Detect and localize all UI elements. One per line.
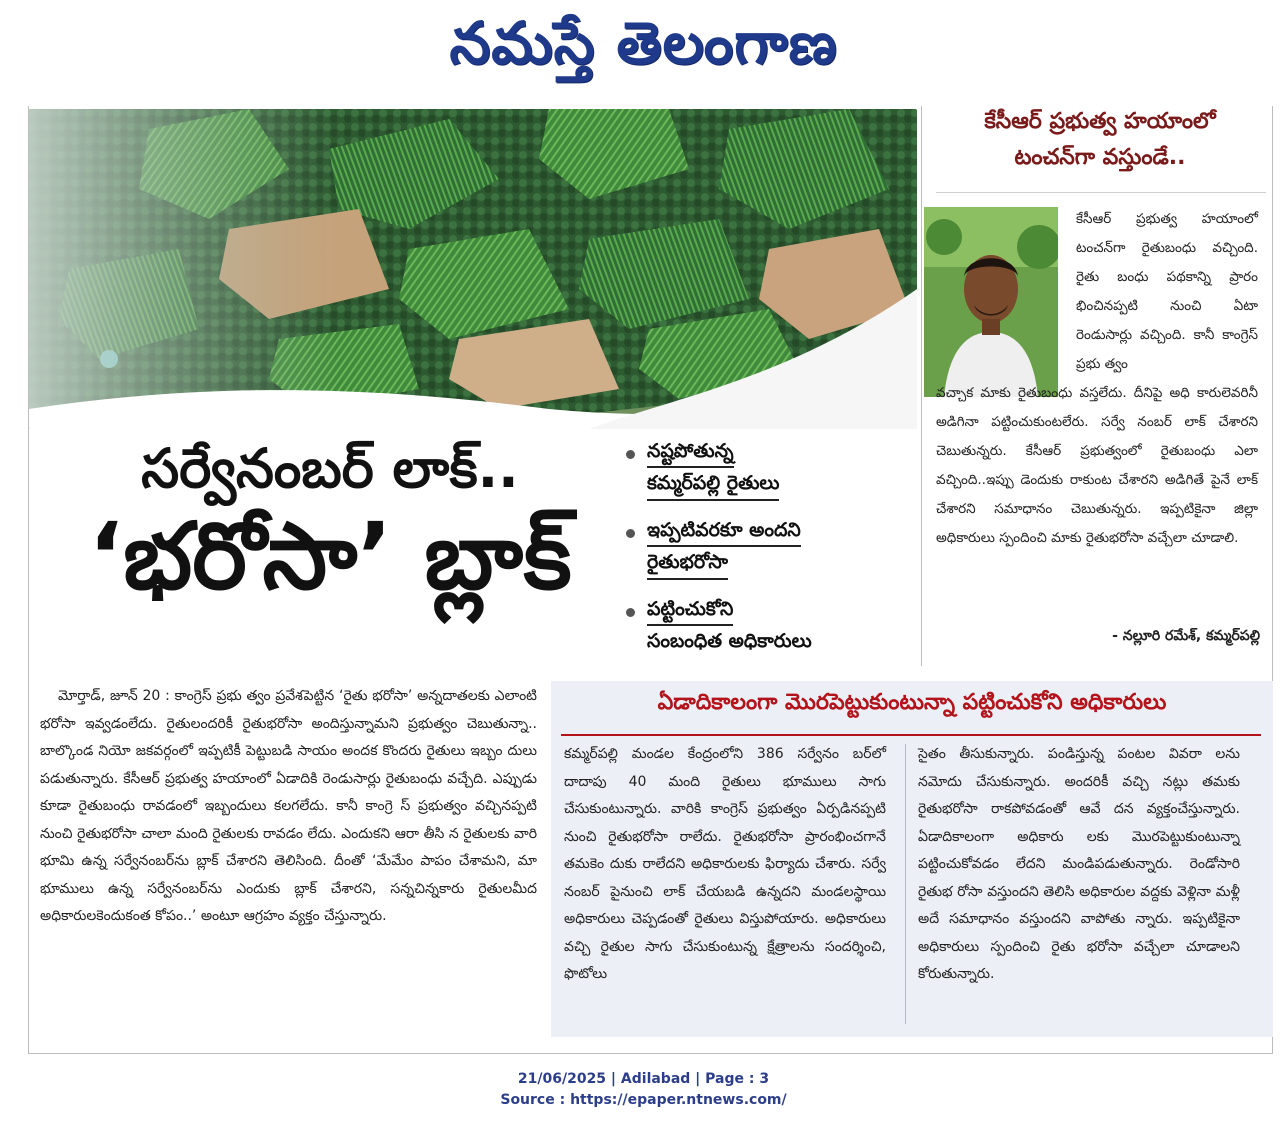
bullet-dot-icon (626, 608, 635, 617)
masthead (0, 0, 1287, 100)
bottom-rule (28, 1053, 1273, 1054)
sidebar-headline-rule (936, 192, 1266, 193)
sub-article-column-divider (905, 744, 906, 1024)
sidebar-headline-line-1: కేసీఆర్ ప్రభుత్వ హయాంలో (984, 109, 1216, 134)
bullet-item (626, 436, 916, 501)
sidebar-quote (936, 205, 1258, 553)
sidebar-quote-rest: వచ్చాక మాకు రైతుబంధు వస్తలేదు. దీనిపై అధి కారులెవరినీ అడిగినా పట్టించుకుంటలేరు. సర్వే నంబర్ లాక్ చేశారని చెబుతున్నరు. కేసీఆర్ ప్రభుత్వంలో రైతుబంధు ఎలా వచ్చింది..ఇప్పు డెందుకు రాకుంట చేశారని అడిగితే పైనే లాక్ చేశారని సమాధానం చెబుతున్నరు. ఇప్పటికైనా జిల్లా అధికారులు స్పందించి మాకు రైతుభరోసా వచ్చేలా చూడాలి. (936, 385, 1258, 546)
headline (30, 438, 630, 610)
sidebar-byline: - నల్లూరి రమేశ్, కమ్మర్‌పల్లి (1112, 628, 1260, 644)
bullet-text-line: రైతుభరోసా (647, 547, 728, 579)
sidebar-divider (921, 106, 922, 666)
headline-line-1: సర్వేనంబర్ లాక్.. (141, 437, 519, 500)
aerial-farmland-photo (29, 109, 917, 429)
sidebar-headline (930, 104, 1270, 177)
footer-source: Source : https://epaper.ntnews.com/ (500, 1092, 787, 1108)
bullet-item (626, 515, 916, 580)
sub-article-title: ఏడాదికాలంగా మొరపెట్టుకుంటున్నా పట్టించుకోని అధికారులు (657, 690, 1167, 715)
page-footer (0, 1069, 1287, 1111)
bullet-dot-icon (626, 450, 635, 459)
lead-article-text: మోర్తాడ్, జూన్ 20 : కాంగ్రెస్ ప్రభు త్వం ప్రవేశపెట్టిన ‘రైతు భరోసా’ అన్నదాతలకు ఎలాంటి భరోసా ఇవ్వడంలేదు. రైతులందరికీ రైతుభరోసా అందిస్తున్నామని ప్రభుత్వం చెబుతున్నా.. బాల్కొండ నియో జకవర్గంలో ఇప్పటికీ పెట్టుబడి సాయం అందక కొందరు రైతులు ఇబ్బం దులు పడుతున్నారు. కేసీఆర్ ప్రభుత్వ హయాంలో ఏడాదికి రెండుసార్లు రైతుబంధు వచ్చేది. ఎప్పుడు కూడా రైతుబంధు రావడంలో ఇబ్బందులు కలగలేదు. కానీ కాంగ్రె స్ ప్రభుత్వం వచ్చినప్పటి నుంచి రైతుభరోసా చాలా మంది రైతులకు రావడం లేదు. ఎందుకని ఆరా తీసి న రైతులకు వారి భూమి ఉన్న సర్వేనంబర్‌ను బ్లాక్ చేశారని తెలిసింది. దీంతో ‘మేమేం పాపం చేశామని, మా భూములు ఉన్న సర్వేనంబర్‌ను ఎందుకు బ్లాక్ చేశారని, సన్నచిన్నకారు రైతులమీద అధికారులకెందుకంత కోపం..’ అంటూ ఆగ్రహం వ్యక్తం చేస్తున్నారు. (40, 688, 537, 924)
sub-article-column-1: కమ్మర్‌పల్లి మండల కేంద్రంలోని 386 సర్వేనం బర్‌లో దాదాపు 40 మంది రైతులు భూములు సాగు చేసుకుంటున్నారు. వారికి కాంగ్రెస్ ప్రభుత్వం ఏర్పడినప్పటి నుంచి రైతుభరోసా రాలేదు. రైతుభరోసా ప్రారంభించగానే తమకెం దుకు రాలేదని అధికారులకు ఫిర్యాదు చేశారు. సర్వే నంబర్ పైనుంచి లాక్ చేయబడి ఉన్నదని మండలస్థాయి అధికారులు చెప్పడంతో రైతులు విస్తుపోయారు. అధికారులు వచ్చి రైతుల సాగు చేసుకుంటున్న క్షేత్రాలను సందర్శించి, ఫొటోలు (564, 746, 886, 982)
bullet-dot-icon (626, 529, 635, 538)
headline-line-2: ‘భరోసా’ బ్లాక్ (88, 503, 572, 611)
lead-article (40, 683, 537, 931)
sidebar-headline-line-2: టంచన్‌గా వస్తుండే.. (1014, 145, 1186, 171)
bullet-text-line: నష్టపోతున్న (647, 436, 734, 468)
bullet-text-line: పట్టించుకోని (647, 594, 733, 626)
footer-edition-info: 21/06/2025 | Adilabad | Page : 3 (517, 1071, 770, 1087)
sidebar-quote-first-part: కేసీఆర్ ప్రభుత్వ హయాంలో టంచన్‌గా రైతుబంధు వచ్చింది. రైతు బంధు పథకాన్ని ప్రారం భించినప్పటి నుంచి ఏటా రెండుసార్లు వచ్చింది. కానీ కాంగ్రెస్ ప్రభు త్వం (1076, 211, 1258, 372)
bullet-text-line: సంబంధిత అధికారులు (647, 629, 812, 652)
sub-article-column-2: సైతం తీసుకున్నారు. పండిస్తున్న పంటల వివరా లను నమోదు చేసుకున్నారు. అందరికీ వచ్చి నట్లు తమకు రైతుభరోసా రాకపోవడంతో ఆవే దన వ్యక్తంచేస్తున్నారు. ఏడాదికాలంగా అధికారు లకు మొరపెట్టుకుంటున్నా పట్టించుకోవడం లేదని మండిపడుతున్నారు. రెండోసారి రైతుభ రోసా వస్తుందని తెలిసి అధికారుల వద్దకు వెళ్లినా మళ్లీ అదే సమాధానం వస్తుందని వాపోతు న్నారు. ఇప్పటికైనా అధికారులు స్పందించి రైతు భరోసా వచ్చేలా చూడాలని కోరుతున్నారు. (918, 746, 1240, 982)
sub-article-title-rule (561, 734, 1261, 736)
bullet-list (626, 436, 916, 670)
newspaper-logo: నమస్తే తెలంగాణ (449, 8, 838, 77)
bullet-text-line: కమ్మర్‌పల్లి రైతులు (647, 468, 779, 500)
bullet-item (626, 594, 916, 657)
bullet-text-line: ఇప్పటివరకూ అందని (647, 515, 801, 547)
